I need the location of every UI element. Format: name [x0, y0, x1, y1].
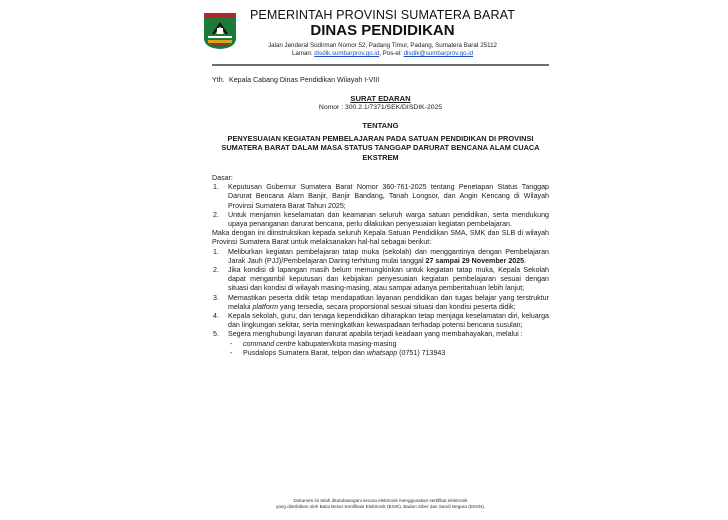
letter-body [212, 70, 549, 358]
phone-number: (0751) 713943 [397, 348, 446, 357]
item-italic-term: whatsapp [366, 348, 398, 357]
dash-bullet: - [230, 339, 233, 348]
recipient-line [212, 76, 549, 85]
item-number: 4. [213, 312, 219, 321]
basis-label: Dasar: [212, 174, 233, 183]
item-italic-term: platform [252, 302, 279, 311]
agency-address: Jalan Jenderal Sudirman Nomor 52, Padang Timur, Padang, Sumatera Barat 25112 [268, 42, 497, 49]
list-item [212, 294, 549, 312]
basis-list [212, 183, 549, 229]
list-item [212, 330, 549, 358]
contact-item [228, 340, 549, 349]
email-label: , Pos-el: [379, 50, 404, 57]
footer-line-1: Dokumen ini telah ditandatangani secara elektronik menggunakan sertifikat elektronik [293, 498, 468, 503]
provincial-emblem-icon [203, 12, 237, 50]
item-text: kabupaten/kota masing-masing [295, 339, 397, 348]
item-number: 1. [213, 247, 219, 256]
contact-item [228, 349, 549, 358]
government-name: PEMERINTAH PROVINSI SUMATERA BARAT [249, 8, 516, 22]
list-item [212, 183, 549, 211]
website-label: Laman: [291, 50, 315, 57]
list-item [212, 211, 549, 229]
item-number: 1. [213, 183, 219, 192]
letter-number: Nomor : 300.2.1/7371/SEK/DISDIK-2025 [318, 104, 443, 112]
letterhead [240, 8, 525, 58]
letterhead-divider [212, 64, 549, 66]
website-link[interactable]: disdik.sumbarprov.go.id [314, 50, 380, 57]
item-text: Segera menghubungi layanan darurat apabila terjadi keadaan yang membahayakan, melalui : [228, 330, 523, 339]
footer-line-2: yang diterbitkan oleh Balai Besar Sertifikasi Elektronik (BSrE), Badan Siber dan Sandi Negara (BSSN). [275, 504, 486, 509]
letter-type: SURAT EDARAN [350, 94, 411, 104]
item-text: Memastikan peserta didik tetap mendapatkan layanan pendidikan dan tugas belajar yang terstruktur melalui [228, 293, 549, 311]
list-item [212, 266, 549, 294]
recipient-label: Yth. [212, 76, 225, 84]
item-date-range: 27 sampai 29 November 2025 [425, 256, 525, 265]
item-text: Untuk menjamin keselamatan dan keamanan seluruh warga satuan pendidikan, serta mendukung upaya penanganan darurat bencana, perlu dilakukan penyesuaian kegiatan pembelajaran. [228, 210, 549, 229]
agency-name: DINAS PENDIDIKAN [310, 22, 455, 39]
letter-subject: PENYESUAIAN KEGIATAN PEMBELAJARAN PADA SATUAN PENDIDIKAN DI PROVINSI SUMATERA BARAT DALAM MASA STATUS TANGGAP DARURAT BENCANA ALAM CUACA EKSTREM [221, 133, 540, 162]
item-number: 3. [213, 293, 219, 302]
item-number: 2. [213, 210, 219, 219]
list-item [212, 312, 549, 330]
item-text: Jika kondisi di lapangan masih belum memungkinkan untuk kegiatan tatap muka, Kepala Sekolah dapat mengambil keputusan dan kebijakan penyesuaian kegiatan pembelajaran sesuai dengan situasi dan kondisi di wilayah masing-masing, atau sampai adanya pemberitahuan lebih lanjut; [228, 266, 549, 293]
item-text-end: . [524, 256, 527, 265]
instruction-intro: Maka dengan ini diinstruksikan kepada seluruh Kepala Satuan Pendidikan SMA, SMK dan SLB di wilayah Provinsi Sumatera Barat untuk melaksanakan hal-hal sebagai berikut: [212, 229, 549, 247]
item-text: Kepala sekolah, guru, dan tenaga kependidikan diharapkan tetap menjaga keselamatan diri, keluarga dan lingkungan sekitar, serta meningkatkan kewaspadaan terhadap potensi bencana susulan; [228, 312, 549, 330]
item-text: Keputusan Gubernur Sumatera Barat Nomor 360-761-2025 tentang Penetapan Status Tanggap Darurat Bencana Alam Banjir, Banjir Bandang, Tanah Longsor, dan Angin Kencang di Wilayah Provinsi Sumatera Barat Tahun 2025; [228, 183, 549, 210]
item-text: Meliburkan kegiatan pembelajaran tatap muka (sekolah) dan menggantinya dengan Pembelajaran Jarak Jauh (PJJ)/Pembelajaran Daring terhitung mulai tanggal [228, 247, 549, 265]
email-link[interactable]: disdik@sumbarprov.go.id [403, 50, 474, 57]
item-number: 2. [213, 266, 219, 275]
instruction-list [212, 248, 549, 358]
item-text: Pusdalops Sumatera Barat, telpon dan [243, 348, 367, 357]
contact-list [228, 340, 549, 358]
agency-contacts [240, 50, 525, 58]
item-number: 5. [213, 330, 219, 339]
item-italic-term: command centre [243, 339, 296, 348]
recipient-name: Kepala Cabang Dinas Pendidikan Wilayah I-VIII [228, 76, 380, 84]
list-item [212, 248, 549, 266]
e-signature-note [212, 498, 549, 510]
dash-bullet: - [230, 348, 233, 357]
about-label: TENTANG [362, 120, 399, 130]
item-text-end: yang tersedia, secara proporsional sesuai situasi dan kondisi peserta didik; [278, 302, 516, 311]
